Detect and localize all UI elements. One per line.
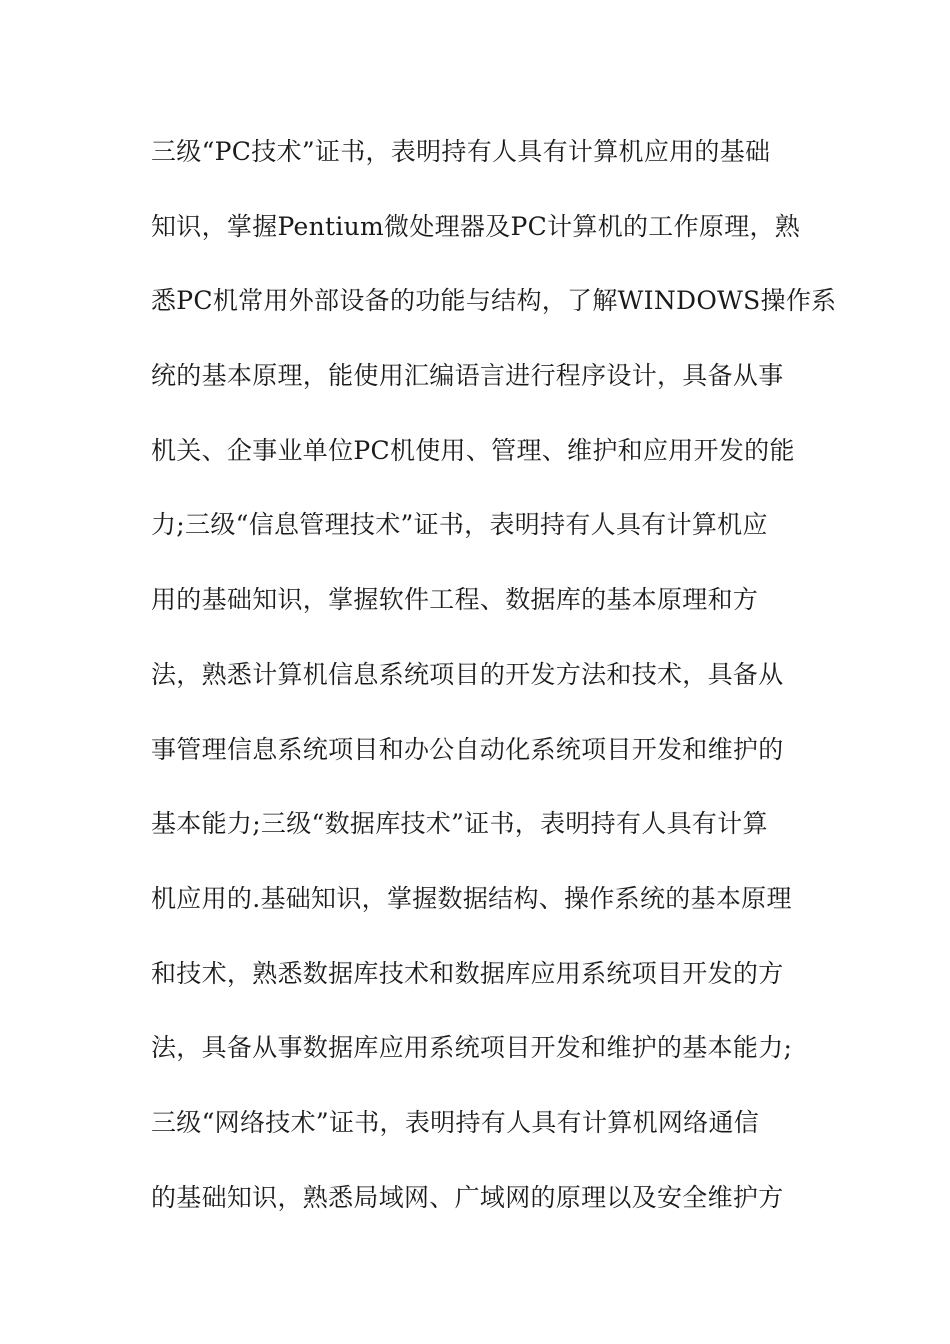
text-line: 法，具备从事数据库应用系统项目开发和维护的基本能力; <box>151 1033 793 1063</box>
body-paragraph <box>151 132 837 1252</box>
text-line: 力;三级“信息管理技术”证书，表明持有人具有计算机应 <box>151 510 768 540</box>
text-line: 知识，掌握Pentium微处理器及PC计算机的工作原理，熟 <box>151 211 801 241</box>
text-line: 基本能力;三级“数据库技术”证书，表明持有人具有计算 <box>151 809 768 839</box>
text-line: 三级“PC技术”证书，表明持有人具有计算机应用的基础 <box>151 137 771 166</box>
text-line: 法，熟悉计算机信息系统项目的开发方法和技术，具备从 <box>151 659 784 689</box>
text-line: 悉PC机常用外部设备的功能与结构，了解WINDOWS操作系 <box>151 286 837 316</box>
text-line: 机关、企事业单位PC机使用、管理、维护和应用开发的能 <box>151 435 795 465</box>
text-line: 和技术，熟悉数据库技术和数据库应用系统项目开发的方 <box>151 958 784 988</box>
text-line: 统的基本原理，能使用汇编语言进行程序设计，具备从事 <box>151 361 784 391</box>
text-line: 三级“网络技术”证书，表明持有人具有计算机网络通信 <box>151 1107 760 1137</box>
text-line: 机应用的.基础知识，掌握数据结构、操作系统的基本原理 <box>151 883 792 913</box>
text-line: 事管理信息系统项目和办公自动化系统项目开发和维护的 <box>151 734 784 764</box>
text-line: 用的基础知识，掌握软件工程、数据库的基本原理和方 <box>151 585 759 615</box>
text-line: 的基础知识，熟悉局域网、广域网的原理以及安全维护方 <box>151 1182 784 1212</box>
